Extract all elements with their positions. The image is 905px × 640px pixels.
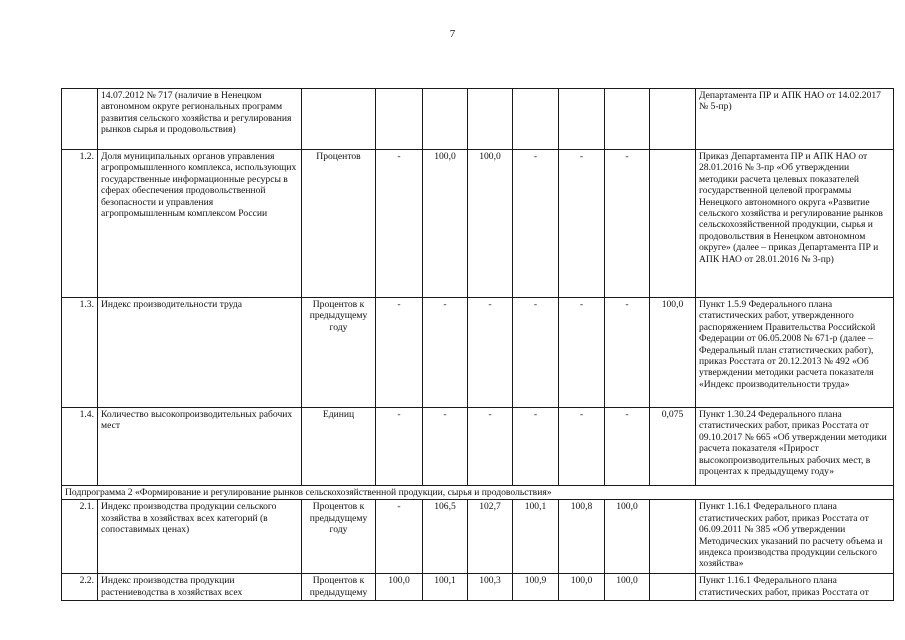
value-cell [423,89,468,150]
value-cell [605,89,650,150]
value-cell [650,150,696,298]
row-number: 1.3. [62,298,98,408]
value-cell: - [513,408,559,486]
unit-cell: Процентов к предыдущему году [302,298,376,408]
value-cell: 100,3 [468,574,513,601]
subprogram-title: Подпрограмма 2 «Формирование и регулирование рынков сельскохозяйственной продукции, сырья и продовольствия» [62,486,894,500]
source-cell: Пункт 1.16.1 Федерального плана статистических работ, приказ Росстата от 06.09.2011 № 385 «Об утверждении Методических указаний по расчету объема и индекса производства продукции сельского хозяйства» [696,500,894,574]
value-cell [513,89,559,150]
value-cell [650,89,696,150]
page-number: 7 [449,28,456,40]
row-number: 1.4. [62,408,98,486]
indicator-name: Индекс производительности труда [98,298,302,408]
value-cell [559,89,605,150]
value-cell: 102,7 [468,500,513,574]
row-number [62,89,98,150]
value-cell: - [376,408,423,486]
table-row [62,298,894,408]
value-cell: 100,9 [513,574,559,601]
value-cell: - [376,298,423,408]
value-cell: - [605,298,650,408]
value-cell: - [513,298,559,408]
indicator-name: Количество высокопроизводительных рабочих мест [98,408,302,486]
unit-cell: Процентов к предыдущему году [302,500,376,574]
indicator-name: Индекс производства продукции сельского хозяйства в хозяйствах всех категорий (в сопоставимых ценах) [98,500,302,574]
source-cell: Пункт 1.30.24 Федерального плана статистических работ, приказ Росстата от 09.10.2017 № 665 «Об утверждении методики расчета показателя «Прирост высокопроизводительных рабочих мест, в процентах к предыдущему году» [696,408,894,486]
row-number: 2.1. [62,500,98,574]
value-cell [376,89,423,150]
unit-cell: Процентов [302,150,376,298]
indicator-name: Доля муниципальных органов управления агропромышленного комплекса, использующих государственные информационные ресурсы в сферах обеспечения продовольственной безопасности и управления агропромышленным комплексом России [98,150,302,298]
source-cell: Пункт 1.5.9 Федерального плана статистических работ, утвержденного распоряжением Правительства Российской Федерации от 06.05.2008 № 671-р (далее – Федеральный план статистических работ), приказ Росстата от 20.12.2013 № 492 «Об утверждении методики расчета показателя «Индекс производительности труда» [696,298,894,408]
table-row [62,150,894,298]
value-cell: 100,1 [423,574,468,601]
value-cell: 100,0 [423,150,468,298]
value-cell: - [559,150,605,298]
value-cell: - [423,408,468,486]
value-cell: - [559,298,605,408]
value-cell: - [605,150,650,298]
table-row [62,500,894,574]
unit-cell: Процентов к предыдущему [302,574,376,601]
unit-cell [302,89,376,150]
value-cell: 100,1 [513,500,559,574]
table-row [62,574,894,601]
value-cell [650,574,696,601]
value-cell: - [559,408,605,486]
value-cell: 100,0 [605,574,650,601]
subprogram-row [62,486,894,500]
value-cell: 100,8 [559,500,605,574]
value-cell: 100,0 [559,574,605,601]
value-cell: - [423,298,468,408]
indicator-name: 14.07.2012 № 717 (наличие в Ненецком автономном округе региональных программ развития сельского хозяйства и регулирования рынков сырья и продовольствия) [98,89,302,150]
value-cell: 100,0 [468,150,513,298]
table-row [62,408,894,486]
value-cell: - [376,150,423,298]
value-cell: 100,0 [605,500,650,574]
value-cell: - [513,150,559,298]
value-cell [468,89,513,150]
indicator-name: Индекс производства продукции растениеводства в хозяйствах всех [98,574,302,601]
source-cell: Департамента ПР и АПК НАО от 14.02.2017 № 5-пр) [696,89,894,150]
value-cell: 100,0 [376,574,423,601]
value-cell: 0,075 [650,408,696,486]
indicators-table [61,88,894,601]
source-cell: Пункт 1.16.1 Федерального плана статистических работ, приказ Росстата от [696,574,894,601]
source-cell: Приказ Департамента ПР и АПК НАО от 28.01.2016 № 3-пр «Об утверждении методики расчета целевых показателей государственной целевой программы Ненецкого автономного округа «Развитие сельского хозяйства и регулирование рынков сельскохозяйственной продукции, сырья и продовольствия в Ненецком автономном округе» (далее – приказ Департамента ПР и АПК НАО от 28.01.2016 № 3-пр) [696,150,894,298]
value-cell: 106,5 [423,500,468,574]
value-cell: - [376,500,423,574]
value-cell: - [468,408,513,486]
table-row [62,89,894,150]
row-number: 2.2. [62,574,98,601]
value-cell: - [468,298,513,408]
value-cell [650,500,696,574]
unit-cell: Единиц [302,408,376,486]
row-number: 1.2. [62,150,98,298]
value-cell: 100,0 [650,298,696,408]
value-cell: - [605,408,650,486]
